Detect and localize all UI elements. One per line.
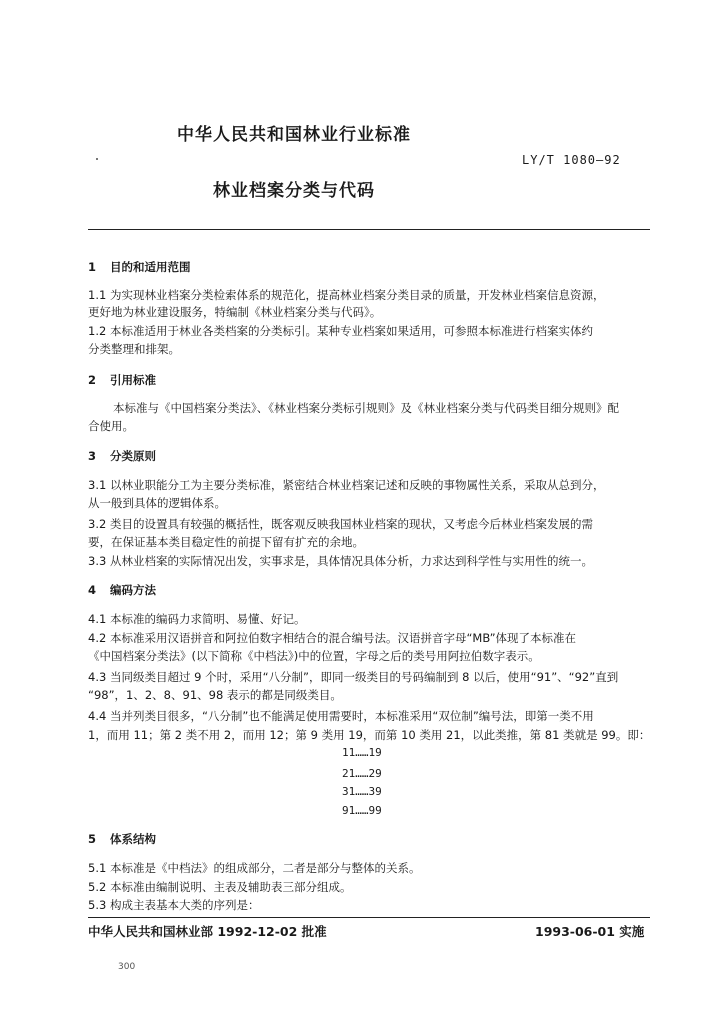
section-heading-3 <box>88 448 156 464</box>
paragraph-line: 《中国档案分类法》(以下简称《中档法》)中的位置，字母之后的类号用阿拉伯数字表示。 <box>88 649 540 663</box>
section-number: 1 <box>88 260 97 274</box>
sequence-line: 21……29 <box>342 767 382 780</box>
paragraph-line: 3.1 以林业职能分工为主要分类标准，紧密结合林业档案记述和反映的事物属性关系，采取从总到分， <box>88 478 605 492</box>
paragraph-line: 3.3 从林业档案的实际情况出发，实事求是，具体情况具体分析，力求达到科学性与实用性的统一。 <box>88 554 593 568</box>
section-number: 4 <box>88 583 97 597</box>
paragraph-line: 1.1 为实现林业档案分类检索体系的规范化，提高林业档案分类目录的质量，开发林业档案信息资源， <box>88 288 605 302</box>
paragraph-line: 本标准与《中国档案分类法》、《林业档案分类标引规则》及《林业档案分类与代码类目细分规则》配 <box>113 401 619 415</box>
section-title: 目的和适用范围 <box>110 260 191 274</box>
section-heading-2 <box>88 372 156 388</box>
standard-number: LY/T 1080—92 <box>522 153 621 167</box>
paragraph-line: “98”，1、2、8、91、98 表示的都是同级类目。 <box>88 688 342 702</box>
paragraph-line: 5.2 本标准由编制说明、主表及辅助表三部分组成。 <box>88 880 352 894</box>
section-number: 5 <box>88 832 97 846</box>
section-title: 引用标准 <box>110 373 156 387</box>
paragraph-line: 4.3 当同级类目超过 9 个时，采用“八分制”，即同一级类目的号码编制到 8 以后，使用“91”、“92”直到 <box>88 670 619 684</box>
effective-date: 1993-06-01 实施 <box>535 924 645 939</box>
org-title: 中华人民共和国林业行业标准 <box>177 125 411 145</box>
paragraph-line: 合使用。 <box>88 419 134 433</box>
section-heading-4 <box>88 582 156 598</box>
paragraph-line: 从一般到具体的逻辑体系。 <box>88 496 226 510</box>
paragraph-line: 1，而用 11；第 2 类不用 2，而用 12；第 9 类用 19，而第 10 类用 21，以此类推，第 81 类就是 99。即： <box>88 728 651 742</box>
bottom-rule <box>88 917 650 918</box>
approval-line: 中华人民共和国林业部 1992-12-02 批准 <box>88 924 327 939</box>
paragraph-line: 4.2 本标准采用汉语拼音和阿拉伯数字相结合的混合编号法。汉语拼音字母“MB”体现了本标准在 <box>88 631 577 645</box>
section-title: 编码方法 <box>110 583 156 597</box>
sequence-line: 31……39 <box>342 785 382 798</box>
section-title: 分类原则 <box>110 449 156 463</box>
paragraph-line: 4.4 当并列类目很多，“八分制”也不能满足使用需要时，本标准采用“双位制”编号法，即第一类不用 <box>88 709 594 723</box>
paragraph-line: 5.3 构成主表基本大类的序列是： <box>88 898 260 912</box>
section-heading-5 <box>88 831 156 847</box>
section-heading-1 <box>88 259 191 275</box>
paragraph-line: 1.2 本标准适用于林业各类档案的分类标引。某种专业档案如果适用，可参照本标准进行档案实体约 <box>88 324 593 338</box>
paragraph-line: 5.1 本标准是《中档法》的组成部分，二者是部分与整体的关系。 <box>88 861 421 875</box>
sequence-line: 91……99 <box>342 804 382 817</box>
section-number: 2 <box>88 373 97 387</box>
paragraph-line: 4.1 本标准的编码力求简明、易懂、好记。 <box>88 612 306 626</box>
sequence-line: 11……19 <box>342 746 382 759</box>
section-number: 3 <box>88 449 97 463</box>
scan-speck <box>96 158 98 160</box>
doc-title: 林业档案分类与代码 <box>213 181 375 201</box>
paragraph-line: 要，在保证基本类目稳定性的前提下留有扩充的余地。 <box>88 535 364 549</box>
paragraph-line: 分类整理和排架。 <box>88 342 180 356</box>
section-title: 体系结构 <box>110 832 156 846</box>
top-rule <box>88 229 650 230</box>
page-number: 300 <box>118 962 136 972</box>
paragraph-line: 更好地为林业建设服务，特编制《林业档案分类与代码》。 <box>88 305 382 319</box>
paragraph-line: 3.2 类目的设置具有较强的概括性，既客观反映我国林业档案的现状，又考虑今后林业档案发展的需 <box>88 517 593 531</box>
